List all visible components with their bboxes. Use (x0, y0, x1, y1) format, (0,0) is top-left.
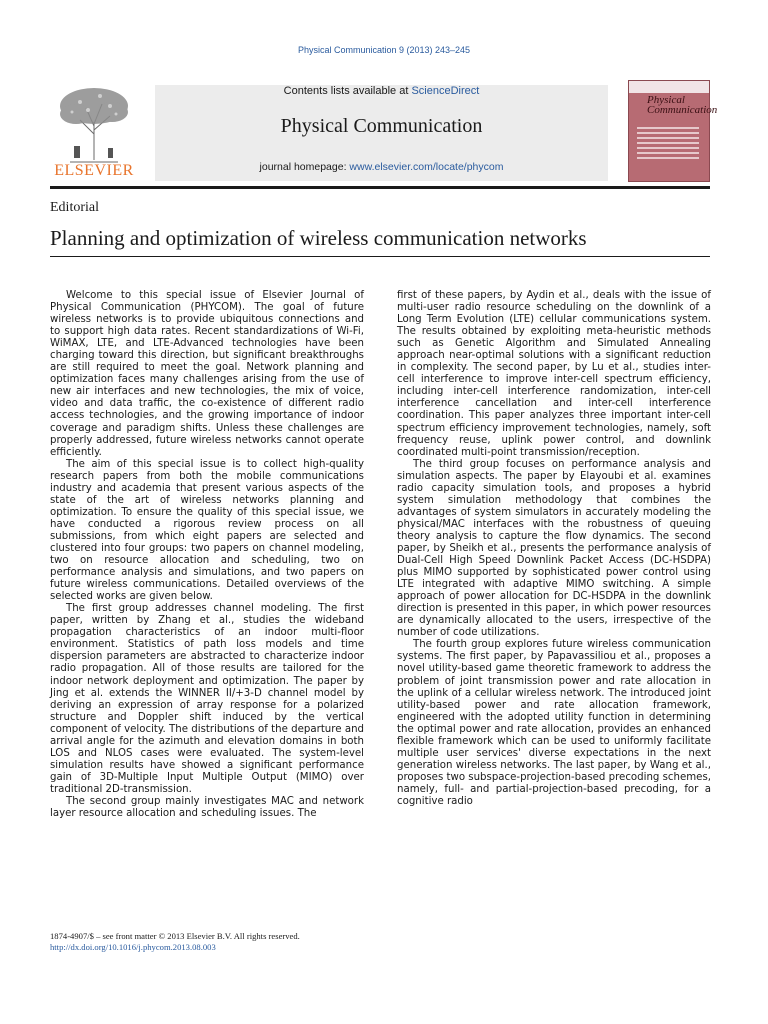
cover-text-lines (637, 127, 699, 162)
contents-prefix: Contents lists available at (283, 85, 412, 97)
contents-line (155, 85, 608, 97)
cover-header-strip (629, 81, 709, 93)
article-title: Planning and optimization of wireless communication networks (50, 226, 587, 250)
paragraph: first of these papers, by Aydin et al., deals with the issue of multi-user radio resource scheduling on the downlink of a Long Term Evolution (LTE) cellular communications system. The results obtained by exploiting meta-heuristic methods such as Genetic Algorithm and Simulated Annealing approach near-optimal solutions with a significant reduction in complexity. The second paper, by Lu et al., studies inter-cell interference to improve inter-cell spectrum efficiency, including inter-cell interference randomization, inter-cell interference cancellation and inter-cell interference coordination. This paper analyzes three important inter-cell spectrum efficiency improvement technologies, namely, soft frequency reuse, uplink power control, and downlink coordinated multi-point transmission/reception. (397, 290, 711, 458)
cover-title (647, 95, 717, 115)
homepage-link[interactable]: www.elsevier.com/locate/phycom (349, 161, 504, 173)
cover-title-line2: Communication (647, 104, 718, 116)
journal-header (155, 85, 608, 181)
title-rule (50, 256, 710, 257)
publisher-name: ELSEVIER (54, 162, 134, 179)
section-label: Editorial (50, 200, 99, 215)
doi-link[interactable]: http://dx.doi.org/10.1016/j.phycom.2013.08.003 (50, 942, 216, 952)
elsevier-logo (50, 82, 138, 180)
header-rule (50, 186, 710, 189)
paragraph: Welcome to this special issue of Elsevier Journal of Physical Communication (PHYCOM). The goal of future wireless networks is to provide ubiquitous connections and to support high data rates. Recent standardizations of Wi-Fi, WiMAX, LTE, and LTE-Advanced technologies have been charging toward this direction, but significant breakthroughs are still required to meet the goal. Network planning and optimization faces many challenges arising from the use of new air interfaces and new technologies, the mix of voice, video and data traffic, the co-existence of different radio access technologies, and the growing importance of indoor coverage and paradigm shifts. Unless these challenges are properly addressed, future wireless networks cannot operate efficiently. (50, 290, 364, 458)
paragraph: The second group mainly investigates MAC and network layer resource allocation and scheduling issues. The (50, 795, 364, 820)
footer (50, 931, 300, 953)
cover-title-line1: Physical (647, 94, 685, 106)
paragraph: The third group focuses on performance analysis and simulation aspects. The paper by Elayoubi et al. examines radio capacity simulation tools, and proposes a hybrid system simulation methodology that combines the advantages of system simulators in accurately modeling the physical/MAC interfaces with the robustness of queuing theory analysis to capture the flow dynamics. The second paper, by Sheikh et al., presents the performance analysis of Dual-Cell High Speed Downlink Packet Access (DC-HSDPA) plus MIMO supported by sophisticated power control using LTE integrated with adaptive MIMO switching. A simple approach of power allocation for DC-HSDPA in the downlink direction is presented in this paper, in which power resources are dynamically allocated to the users, irrespective of the number of code utilizations. (397, 458, 711, 639)
journal-cover (628, 80, 718, 182)
homepage-prefix: journal homepage: (259, 161, 350, 173)
paragraph: The fourth group explores future wireless communication systems. The first paper, by Papavassiliou et al., proposes a novel utility-based game theoretic framework to address the problem of joint transmission power and rate allocation in the uplink of a cellular wireless network. The introduced joint utility-based power and rate allocation framework, engineered with the adopted utility function in determining the optimal power and rate allocation, provides an enhanced flexible framework which can be used to uniformly facilitate multiple user services' diverse expectations in the next generation wireless networks. The last paper, by Wang et al., proposes two subspace-projection-based precoding schemes, namely, full- and partial-projection-based precoding, for a cognitive radio (397, 639, 711, 807)
paragraph: The first group addresses channel modeling. The first paper, written by Zhang et al., studies the wideband propagation characteristics of an indoor multi-floor environment. Statistics of path loss models and time dispersion parameters are abstracted to characterize indoor radio propagation. All of those results are tailored for the indoor network deployment and optimization. The paper by Jing et al. extends the WINNER II/+3-D channel model by deriving an expression of array response for a polarized structure and Doppler shift induced by the vertical component of velocity. The distributions of the departure and arrival angle for the azimuth and elevation domains in both LOS and NLOS cases were evaluated. The system-level simulation results have showed a significant performance gain of 3D-Multiple Input Multiple Output (MIMO) over traditional 2D-transmission. (50, 603, 364, 795)
homepage-line (155, 161, 608, 173)
sciencedirect-link[interactable]: ScienceDirect (411, 85, 480, 97)
journal-citation[interactable]: Physical Communication 9 (2013) 243–245 (297, 45, 471, 55)
left-column (50, 290, 364, 820)
copyright-line: 1874-4907/$ – see front matter © 2013 Elsevier B.V. All rights reserved. (50, 931, 300, 941)
journal-title: Physical Communication (280, 115, 483, 137)
elsevier-tree-icon (50, 82, 138, 162)
right-column (397, 290, 711, 808)
paragraph: The aim of this special issue is to collect high-quality research papers from both the mobile communications industry and academia that present various aspects of the state of the art of wireless networks planning and optimization. To ensure the quality of this special issue, we have conducted a rigorous review process on all submissions, from which eight papers are selected and clustered into four groups: two papers on channel modeling, two on resource allocation and scheduling, two on performance analysis and simulations, and two papers on future wireless communications. Detailed overviews of the selected works are given below. (50, 458, 364, 603)
